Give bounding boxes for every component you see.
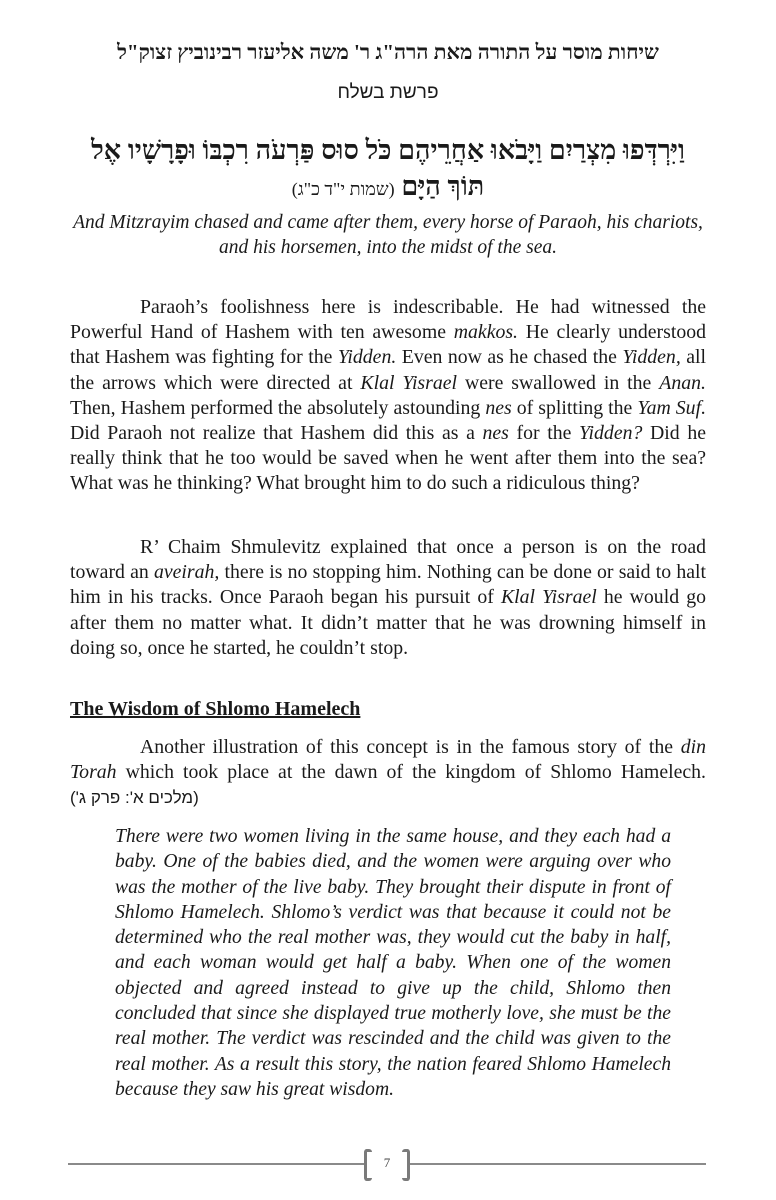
text-run: Did Paraoh not realize that Hashem did this as a [70, 422, 483, 445]
verse-translation: And Mitzrayim chased and came after them, every horse of Paraoh, his chariots, and his horsemen, into the midst of the sea. [73, 212, 703, 258]
text-run: Did he really think that he too would be saved when he went after them into the sea? What was he thinking? What brought him to do such a ridiculous thing? [70, 422, 706, 495]
text-run: R’ Chaim Shmulevitz explained that once a person is on the road toward an [70, 536, 706, 584]
text-run: of splitting the [511, 396, 638, 419]
footer-rule-right [410, 1163, 706, 1165]
hebrew-citation: (מלכים א': פרק ג') [70, 788, 199, 808]
italic-term: aveirah, [153, 561, 220, 584]
italic-term: Klal Yisrael [360, 371, 457, 394]
italic-term: nes [485, 396, 512, 419]
italic-term: Klal Yisrael [500, 586, 597, 609]
italic-term: Yidden. [337, 346, 397, 369]
text-run: He clearly understood that Hashem was fighting for the [70, 321, 706, 369]
italic-term: Yidden? [579, 422, 643, 445]
text-run: all the arrows which were directed at [70, 346, 707, 394]
section-heading: The Wisdom of Shlomo Hamelech [70, 698, 361, 720]
page-footer [68, 1145, 706, 1185]
text-run: for the [508, 422, 580, 445]
italic-term: Anan. [659, 371, 706, 394]
story-quote: There were two women living in the same house, and they each had a baby. One of the babies died, and the women were arguing over who was the mother of the live baby. They brought their dispute in front of Shlomo Hamelech. Shlomo’s verdict was that because it could not be determined who the real mother was, they would cut the baby in half, and each woman would get half a baby. When one of the women objected and agreed instead to give up the child, Shlomo then concluded that since she displayed true motherly love, she must be the real mother. The verdict was rescinded and the child was given to the real mother. As a result this story, the nation feared Shlomo Hamelech because they saw his great wisdom. [115, 826, 671, 1100]
text-run: were swallowed in the [457, 371, 660, 394]
verse-source: (שמות י"ד כ"ג) [291, 179, 395, 199]
paragraph-3 [70, 735, 706, 811]
text-run: Then, Hashem performed the absolutely astounding [70, 396, 486, 419]
text-run: Another illustration of this concept is in the famous story of the [140, 736, 681, 758]
text-run: there is no stopping him. Nothing can be done or said to halt him in his tracks. Once Paraoh began his pursuit of [70, 561, 706, 609]
paragraph-1 [70, 295, 706, 497]
italic-term: din Torah [70, 736, 706, 784]
text-run: Even now as he chased the [396, 346, 623, 369]
verse-block [70, 132, 706, 207]
italic-term: makkos. [453, 321, 519, 344]
text-run: which took place at the dawn of the kingdom of Shlomo Hamelech. [116, 761, 706, 784]
right-bracket [402, 1149, 410, 1181]
italic-term: nes [482, 422, 509, 445]
text-run: Paraoh’s foolishness here is indescribable. He had witnessed the Powerful Hand of Hashem with ten awesome [70, 296, 706, 344]
paragraph-2 [70, 535, 706, 661]
verse-text: וַיִּרְדְּפוּ מִצְרַיִם וַיָּבֹאוּ אַחֲרֵיהֶם כֹּל סוּס פַּרְעֹה רִכְבּוֹ וּפָרָשָׁיו אֶל תּוֹךְ הַיָּם [91, 135, 685, 201]
parsha-name: פרשת בשלח [337, 82, 439, 103]
italic-term: Yam Suf. [637, 396, 707, 419]
page-number: 7 [383, 1155, 391, 1170]
book-title-header: שיחות מוסר על התורה מאת הרה"ג ר' משה אליעזר רבינוביץ זצוק"ל [117, 40, 659, 64]
text-run: he would go after them no matter what. It didn’t matter that he was drowning himself in doing so, once he started, he couldn’t stop. [70, 586, 706, 659]
italic-term: Yidden, [622, 346, 681, 369]
